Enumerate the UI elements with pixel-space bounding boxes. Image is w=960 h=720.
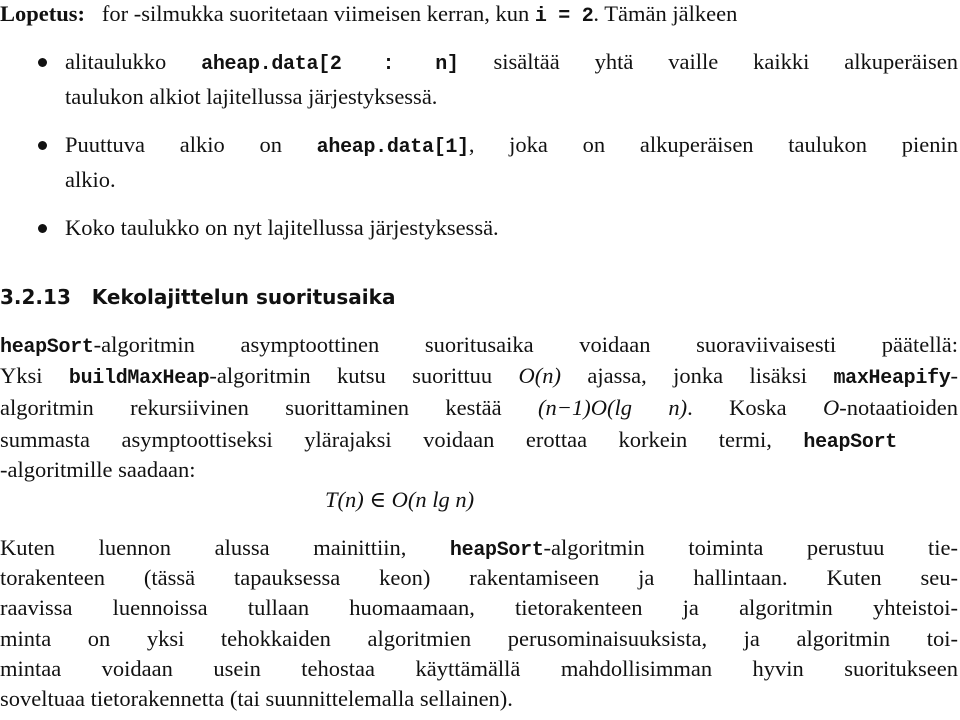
- bullet-icon: [38, 58, 47, 67]
- text: Kuten luennon alussa mainittiin,: [0, 535, 450, 560]
- text: alitaulukko: [65, 49, 202, 74]
- bullet-icon: [38, 141, 47, 150]
- text: summasta asymptoottiseksi ylärajaksi voidaan erottaa korkein termi,: [0, 427, 804, 452]
- code: aheap.data[2 : n]: [201, 53, 459, 76]
- text-line: [0, 685, 513, 713]
- text-line: [0, 564, 958, 592]
- text-line: [0, 625, 958, 653]
- text: -: [950, 363, 958, 388]
- text: alkio.: [65, 167, 116, 192]
- text: torakenteen (tässä tapauksessa keon) rakentamiseen ja hallintaan. Kuten seu-: [0, 565, 958, 590]
- text: algoritmin rekursiivinen suorittaminen kestää: [0, 395, 539, 420]
- math: (n−1)O(lg n): [538, 395, 688, 420]
- text-line: [0, 426, 897, 457]
- text: -algoritmin toiminta perustuu tie-: [543, 535, 958, 560]
- text: . Tämän jälkeen: [593, 1, 738, 26]
- text-line: [0, 0, 958, 31]
- text: -algoritmin kutsu suorittuu: [209, 363, 519, 388]
- text: sisältää yhtä vaille kaikki alkuperäisen: [458, 49, 958, 74]
- text: -algoritmin asymptoottinen suoritusaika voidaan suoraviivaisesti päätellä:: [93, 332, 958, 357]
- text-line: [0, 456, 196, 484]
- text-line: [65, 83, 437, 111]
- code: maxHeapify: [833, 367, 951, 390]
- code: aheap.data[1]: [316, 136, 469, 159]
- label-bold: Lopetus:: [0, 1, 86, 26]
- text-line: [0, 283, 395, 311]
- text-line: [65, 131, 958, 162]
- text-line: [0, 394, 958, 422]
- code: heapSort: [449, 539, 544, 562]
- text-line: [0, 655, 958, 683]
- text: Puuttuva alkio on: [65, 132, 317, 157]
- code: heapSort: [0, 336, 94, 359]
- code: heapSort: [803, 431, 897, 454]
- text: -notaatioiden: [839, 395, 958, 420]
- code: buildMaxHeap: [68, 367, 210, 390]
- text: raavissa luennoissa tullaan huomaamaan, tietorakenteen ja algoritmin yhteistoi-: [0, 595, 958, 620]
- math: O: [823, 395, 840, 420]
- text: -algoritmille saadaan:: [0, 457, 196, 482]
- text-line: [0, 534, 958, 565]
- text: . Koska: [687, 395, 824, 420]
- text-line: [0, 362, 958, 393]
- text-line: [65, 48, 958, 79]
- text-line: [65, 166, 116, 194]
- text: minta on yksi tehokkaiden algoritmien perusominaisuuksista, ja algoritmin toi-: [0, 626, 958, 651]
- text-line: [0, 331, 958, 362]
- text: ajassa, jonka lisäksi: [561, 363, 834, 388]
- section-heading: 3.2.13 Kekolajittelun suoritusaika: [0, 285, 396, 309]
- math: T(n) ∈ O(n lg n): [325, 487, 475, 512]
- text-line: [65, 214, 499, 242]
- text: for -silmukka suoritetaan viimeisen kerran, kun: [85, 1, 535, 26]
- code: i = 2: [534, 5, 594, 28]
- math: O(n): [518, 363, 562, 388]
- text: Koko taulukko on nyt lajitellussa järjestyksessä.: [65, 215, 499, 240]
- text: mintaa voidaan usein tehostaa käyttämällä mahdollisimman hyvin suoritukseen: [0, 656, 958, 681]
- text: taulukon alkiot lajitellussa järjestyksessä.: [65, 84, 438, 109]
- text-line: [0, 594, 958, 622]
- bullet-icon: [38, 224, 47, 233]
- text-line: [325, 486, 474, 514]
- text: Yksi: [0, 363, 69, 388]
- text: , joka on alkuperäisen taulukon pienin: [468, 132, 958, 157]
- text: soveltuaa tietorakennetta (tai suunnittelemalla sellainen).: [0, 686, 513, 711]
